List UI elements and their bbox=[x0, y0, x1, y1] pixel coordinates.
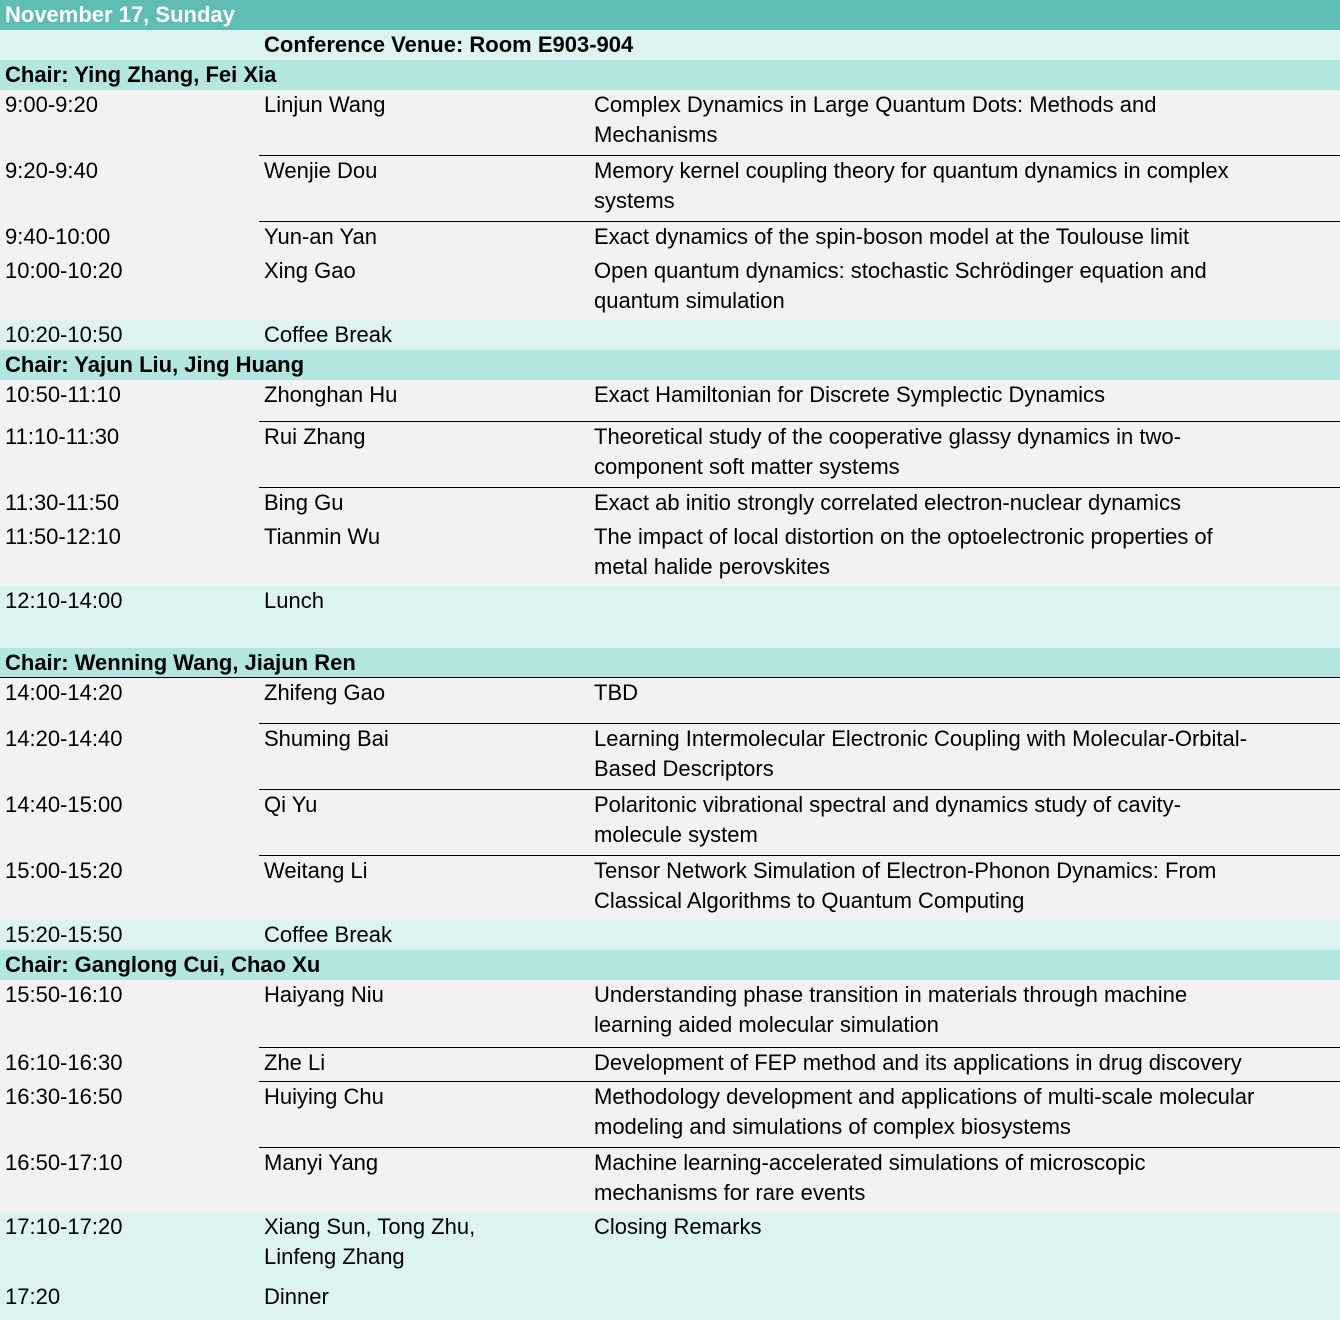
speaker-name: Qi Yu bbox=[264, 792, 318, 817]
speaker-name: Zhifeng Gao bbox=[264, 680, 386, 705]
time-slot: 11:50-12:10 bbox=[5, 524, 121, 549]
chair-label: Chair: Yajun Liu, Jing Huang bbox=[5, 352, 305, 377]
speaker-name: Tianmin Wu bbox=[264, 524, 381, 549]
talk-title: Open quantum dynamics: stochastic Schrödinger equation and quantum simulation bbox=[594, 258, 1207, 313]
row-divider bbox=[259, 421, 1340, 422]
chair-row bbox=[0, 648, 1340, 678]
speaker-name: Rui Zhang bbox=[264, 424, 366, 449]
talk-row bbox=[0, 488, 1340, 522]
talk-title: Exact Hamiltonian for Discrete Symplectic Dynamics bbox=[594, 382, 1106, 407]
time-slot: 14:00-14:20 bbox=[5, 680, 123, 705]
venue-label: Conference Venue: Room E903-904 bbox=[264, 32, 634, 57]
time-slot: 9:20-9:40 bbox=[5, 158, 98, 183]
talk-title: Tensor Network Simulation of Electron-Phonon Dynamics: From Classical Algorithms to Quantum Computing bbox=[594, 858, 1217, 913]
talk-title: Theoretical study of the cooperative glassy dynamics in two- component soft matter systems bbox=[594, 424, 1181, 479]
time-slot: 11:10-11:30 bbox=[5, 424, 120, 449]
talk-title: TBD bbox=[594, 680, 638, 705]
row-divider bbox=[259, 1147, 1340, 1148]
talk-row bbox=[0, 422, 1340, 488]
talk-title: Exact ab initio strongly correlated electron-nuclear dynamics bbox=[594, 490, 1181, 515]
talk-row bbox=[0, 1148, 1340, 1212]
time-slot: 16:50-17:10 bbox=[5, 1150, 123, 1175]
break-row bbox=[0, 920, 1340, 950]
speaker-name: Shuming Bai bbox=[264, 726, 389, 751]
talk-title: Machine learning-accelerated simulations of microscopic mechanisms for rare events bbox=[594, 1150, 1146, 1205]
chair-label: Chair: Ying Zhang, Fei Xia bbox=[5, 62, 277, 87]
speaker-name: Wenjie Dou bbox=[264, 158, 378, 183]
speaker-name: Xiang Sun, Tong Zhu, Linfeng Zhang bbox=[264, 1214, 476, 1269]
speaker-name: Haiyang Niu bbox=[264, 982, 384, 1007]
time-slot: 15:50-16:10 bbox=[5, 982, 123, 1007]
speaker-name: Lunch bbox=[264, 588, 324, 613]
speaker-name: Linjun Wang bbox=[264, 92, 386, 117]
talk-row bbox=[0, 790, 1340, 856]
time-slot: 15:20-15:50 bbox=[5, 922, 123, 947]
speaker-name: Yun-an Yan bbox=[264, 224, 377, 249]
speaker-name: Dinner bbox=[264, 1284, 329, 1309]
chair-row bbox=[0, 350, 1340, 380]
row-divider bbox=[259, 1081, 1340, 1082]
speaker-name: Zhe Li bbox=[264, 1050, 326, 1075]
time-slot: 16:10-16:30 bbox=[5, 1050, 123, 1075]
talk-row bbox=[0, 724, 1340, 790]
time-slot: 9:40-10:00 bbox=[5, 224, 111, 249]
time-slot: 17:20 bbox=[5, 1284, 61, 1309]
time-slot: 14:20-14:40 bbox=[5, 726, 123, 751]
time-slot: 10:20-10:50 bbox=[5, 322, 123, 347]
day-header bbox=[0, 0, 1340, 30]
talk-title: Exact dynamics of the spin-boson model at the Toulouse limit bbox=[594, 224, 1190, 249]
day-title: November 17, Sunday bbox=[5, 2, 235, 27]
talk-row bbox=[0, 856, 1340, 920]
time-slot: 10:00-10:20 bbox=[5, 258, 123, 283]
chair-row bbox=[0, 950, 1340, 980]
talk-row bbox=[0, 1048, 1340, 1082]
talk-row bbox=[0, 90, 1340, 156]
time-slot: 9:00-9:20 bbox=[5, 92, 98, 117]
speaker-name: Manyi Yang bbox=[264, 1150, 379, 1175]
time-slot: 12:10-14:00 bbox=[5, 588, 123, 613]
venue-row bbox=[0, 30, 1340, 60]
chair-label: Chair: Wenning Wang, Jiajun Ren bbox=[5, 650, 356, 675]
talk-title: Learning Intermolecular Electronic Coupling with Molecular-Orbital- Based Descriptors bbox=[594, 726, 1247, 781]
talk-title: The impact of local distortion on the optoelectronic properties of metal halide perovskites bbox=[594, 524, 1213, 579]
talk-row bbox=[0, 1082, 1340, 1148]
time-slot: 14:40-15:00 bbox=[5, 792, 123, 817]
talk-row bbox=[0, 380, 1340, 422]
talk-title: Methodology development and applications of multi-scale molecular modeling and simulations of complex biosystems bbox=[594, 1084, 1255, 1139]
break-row bbox=[0, 320, 1340, 350]
time-slot: 10:50-11:10 bbox=[5, 382, 121, 407]
time-slot: 11:30-11:50 bbox=[5, 490, 120, 515]
row-divider bbox=[0, 677, 1340, 678]
break-row bbox=[0, 1282, 1340, 1320]
row-divider bbox=[259, 221, 1340, 222]
talk-row bbox=[0, 678, 1340, 724]
speaker-name: Weitang Li bbox=[264, 858, 368, 883]
talk-row bbox=[0, 156, 1340, 222]
talk-title: Understanding phase transition in materials through machine learning aided molecular simulation bbox=[594, 982, 1188, 1037]
speaker-name: Xing Gao bbox=[264, 258, 356, 283]
talk-title: Development of FEP method and its applications in drug discovery bbox=[594, 1050, 1242, 1075]
talk-title: Polaritonic vibrational spectral and dynamics study of cavity- molecule system bbox=[594, 792, 1181, 847]
speaker-name: Bing Gu bbox=[264, 490, 344, 515]
talk-title: Memory kernel coupling theory for quantum dynamics in complex systems bbox=[594, 158, 1229, 213]
chair-row bbox=[0, 60, 1340, 90]
time-slot: 17:10-17:20 bbox=[5, 1214, 123, 1239]
talk-row bbox=[0, 256, 1340, 320]
talk-title: Closing Remarks bbox=[594, 1214, 762, 1239]
row-divider bbox=[259, 155, 1340, 156]
talk-row bbox=[0, 522, 1340, 586]
speaker-name: Coffee Break bbox=[264, 322, 393, 347]
talk-title: Complex Dynamics in Large Quantum Dots: Methods and Mechanisms bbox=[594, 92, 1157, 147]
talk-row bbox=[0, 222, 1340, 256]
speaker-name: Zhonghan Hu bbox=[264, 382, 398, 407]
speaker-name: Huiying Chu bbox=[264, 1084, 384, 1109]
chair-label: Chair: Ganglong Cui, Chao Xu bbox=[5, 952, 321, 977]
break-row bbox=[0, 1212, 1340, 1282]
talk-row bbox=[0, 980, 1340, 1048]
row-divider bbox=[259, 1047, 1340, 1048]
row-divider bbox=[259, 855, 1340, 856]
row-divider bbox=[259, 723, 1340, 724]
time-slot: 16:30-16:50 bbox=[5, 1084, 123, 1109]
time-slot: 15:00-15:20 bbox=[5, 858, 123, 883]
speaker-name: Coffee Break bbox=[264, 922, 393, 947]
row-divider bbox=[259, 789, 1340, 790]
row-divider bbox=[259, 487, 1340, 488]
